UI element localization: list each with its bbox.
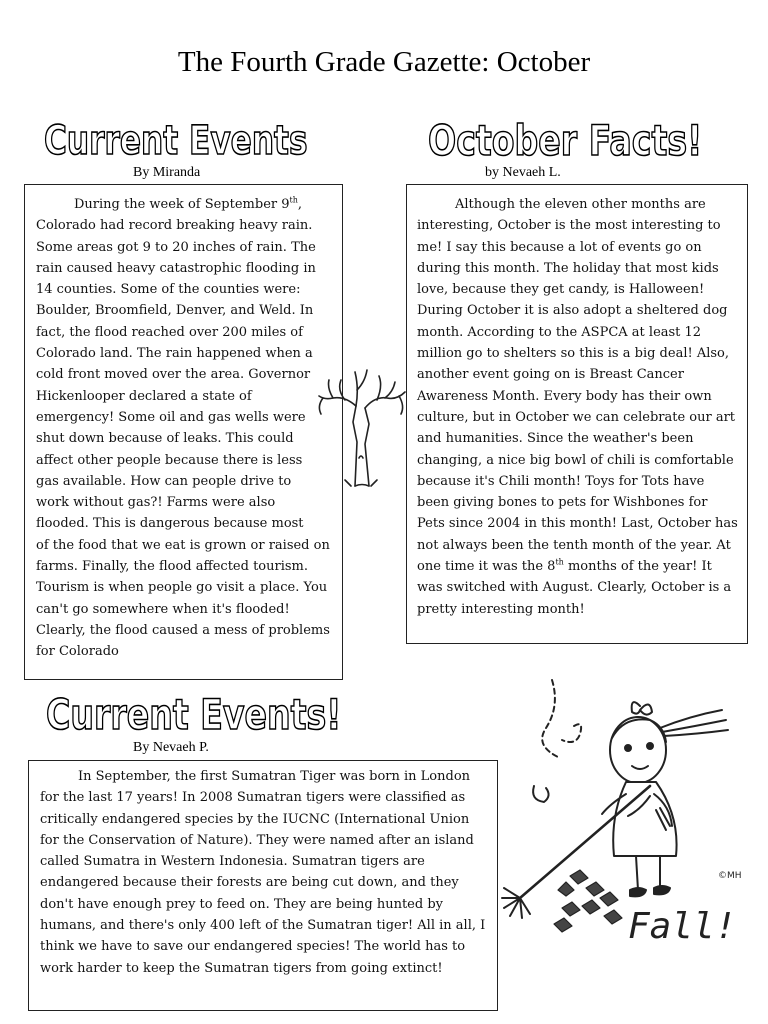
article-body: Although the eleven other months are interesting, October is the most interesting to me! I say this because a lot of events go on during this month. The holiday that most kids love, because they get candy, is Halloween! During October it is also adopt a sheltered dog month. According to the ASPCA at least 12 million go to shelters so this is a big deal! Also, another event going on is Breast Cancer Awareness Month. Every body has their own culture, but in October we can celebrate our art and humanities. Since the weather's been changing, a nice big bowl of chili is comfortable because it's Chili month! Toys for Tots have been giving bones to pets for Wishbones for Pets since 2004 in this month! Last, October has not always been the tenth month of the year. At one time it was the 8th months of the year! It was switched with August. Clearly, October is a pretty interesting month! xyxy=(417,197,738,617)
byline-nevaeh-p: By Nevaeh P. xyxy=(133,740,209,755)
byline-nevaeh-l: by Nevaeh L. xyxy=(485,165,561,180)
heading-october-facts: October Facts! xyxy=(428,116,703,165)
girl-raking-leaves-icon xyxy=(500,676,762,956)
article-current-events-box xyxy=(24,184,343,680)
fall-caption: Fall! xyxy=(628,906,737,947)
heading-current-events-2: Current Events! xyxy=(46,690,342,739)
bare-tree-icon xyxy=(315,362,407,488)
article-body: In September, the first Sumatran Tiger was born in London for the last 17 years! In 2008 Sumatran tigers were classified as critically endangered species by the IUCNC (International Union for the Conservation of Nature). They were named after an island called Sumatra in Western Indonesia. Sumatran tigers are endangered because their forests are being cut down, and they don't have enough prey to feed on. They are being hunted by humans, and there's only 400 left of the Sumatran tiger! All in all, I think we have to save our endangered species! The world has to work harder to keep the Sumatran tigers from going extinct! xyxy=(40,769,486,976)
illustration-credit: ©MH xyxy=(718,871,742,881)
article-october-facts-box xyxy=(406,184,748,644)
article-current-events-2-box xyxy=(28,760,498,1011)
article-body: During the week of September 9th, Colorado had record breaking heavy rain. Some areas got 9 to 20 inches of rain. The rain caused heavy catastrophic flooding in 14 counties. Some of the counties were: Boulder, Broomfield, Denver, and Weld. In fact, the flood reached over 200 miles of Colorado land. The rain happened when a cold front moved over the area. Governor Hickenlooper declared a state of emergency! Some oil and gas wells were shut down because of leaks. This could affect other people because there is less gas available. How can people drive to work without gas?! Farms were also flooded. This is dangerous because most of the food that we eat is grown or raised on farms. Finally, the flood affected tourism. Tourism is when people go visit a place. You can't go somewhere when it's flooded! Clearly, the flood caused a mess of problems for Colorado xyxy=(36,195,330,660)
heading-current-events: Current Events xyxy=(44,118,308,164)
byline-miranda: By Miranda xyxy=(133,165,201,180)
page-title: The Fourth Grade Gazette: October xyxy=(177,46,591,78)
